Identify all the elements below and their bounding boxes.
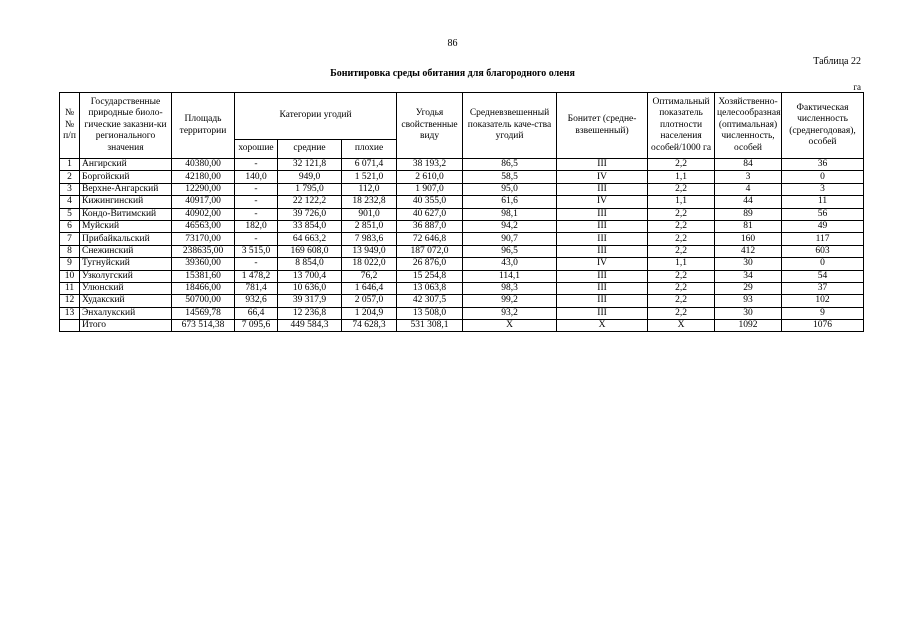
cell-density: 1,1 <box>648 196 715 208</box>
table-row <box>60 171 864 183</box>
header-actual: Фактическая численность (среднегодовая), особей <box>782 93 864 159</box>
cell-medium: 1 795,0 <box>278 183 342 195</box>
cell-name: Улюнский <box>80 282 172 294</box>
header-weighted: Средневзвешенный показатель каче-ства угодий <box>463 93 557 159</box>
cell-own: 40 355,0 <box>397 196 463 208</box>
cell-actual: 9 <box>782 307 864 319</box>
cell-medium: 22 122,2 <box>278 196 342 208</box>
cell-bonitet: III <box>557 208 648 220</box>
cell-weighted: X <box>463 320 557 332</box>
cell-actual: 0 <box>782 171 864 183</box>
cell-economic: 30 <box>715 258 782 270</box>
cell-medium: 10 636,0 <box>278 282 342 294</box>
cell-num: 5 <box>60 208 80 220</box>
cell-density: 2,2 <box>648 282 715 294</box>
table-row <box>60 196 864 208</box>
cell-economic: 160 <box>715 233 782 245</box>
cell-bad: 7 983,6 <box>342 233 397 245</box>
cell-num: 4 <box>60 196 80 208</box>
cell-weighted: 99,2 <box>463 295 557 307</box>
cell-weighted: 114,1 <box>463 270 557 282</box>
cell-own: 187 072,0 <box>397 245 463 257</box>
cell-weighted: 95,0 <box>463 183 557 195</box>
cell-medium: 32 121,8 <box>278 159 342 171</box>
cell-good: - <box>235 233 278 245</box>
cell-medium: 13 700,4 <box>278 270 342 282</box>
header-economic: Хозяйственно-целесообразная (оптимальная) численность, особей <box>715 93 782 159</box>
header-reserve: Государственные природные биоло-гические заказни-ки регионального значения <box>80 93 172 159</box>
cell-economic: 30 <box>715 307 782 319</box>
cell-medium: 64 663,2 <box>278 233 342 245</box>
cell-medium: 33 854,0 <box>278 220 342 232</box>
cell-economic: 93 <box>715 295 782 307</box>
cell-bonitet: IV <box>557 171 648 183</box>
cell-num: 12 <box>60 295 80 307</box>
cell-economic: 89 <box>715 208 782 220</box>
cell-area: 40380,00 <box>172 159 235 171</box>
cell-medium: 12 236,8 <box>278 307 342 319</box>
cell-weighted: 96,5 <box>463 245 557 257</box>
cell-medium: 949,0 <box>278 171 342 183</box>
cell-area: 39360,00 <box>172 258 235 270</box>
cell-bad: 2 851,0 <box>342 220 397 232</box>
cell-bonitet: III <box>557 282 648 294</box>
cell-economic: 3 <box>715 171 782 183</box>
cell-area: 673 514,38 <box>172 320 235 332</box>
cell-bonitet: III <box>557 183 648 195</box>
cell-weighted: 93,2 <box>463 307 557 319</box>
cell-medium: 8 854,0 <box>278 258 342 270</box>
cell-area: 238635,00 <box>172 245 235 257</box>
cell-bonitet: III <box>557 220 648 232</box>
cell-num: 1 <box>60 159 80 171</box>
cell-weighted: 98,1 <box>463 208 557 220</box>
cell-weighted: 86,5 <box>463 159 557 171</box>
cell-bad: 901,0 <box>342 208 397 220</box>
cell-weighted: 90,7 <box>463 233 557 245</box>
cell-name: Прибайкальский <box>80 233 172 245</box>
cell-density: 2,2 <box>648 159 715 171</box>
table-row <box>60 159 864 171</box>
cell-economic: 29 <box>715 282 782 294</box>
table-row <box>60 220 864 232</box>
cell-bad: 13 949,0 <box>342 245 397 257</box>
cell-good: 3 515,0 <box>235 245 278 257</box>
cell-density: 2,2 <box>648 183 715 195</box>
cell-num <box>60 320 80 332</box>
cell-area: 42180,00 <box>172 171 235 183</box>
cell-name: Снежинский <box>80 245 172 257</box>
table-row <box>60 282 864 294</box>
cell-area: 73170,00 <box>172 233 235 245</box>
cell-actual: 0 <box>782 258 864 270</box>
header-num: №№ п/п <box>60 93 80 159</box>
cell-medium: 449 584,3 <box>278 320 342 332</box>
cell-bonitet: III <box>557 307 648 319</box>
cell-name: Боргойский <box>80 171 172 183</box>
cell-good: - <box>235 196 278 208</box>
cell-density: 2,2 <box>648 245 715 257</box>
cell-density: 2,2 <box>648 233 715 245</box>
cell-density: 2,2 <box>648 208 715 220</box>
cell-economic: 84 <box>715 159 782 171</box>
cell-bad: 18 022,0 <box>342 258 397 270</box>
cell-economic: 34 <box>715 270 782 282</box>
cell-area: 18466,00 <box>172 282 235 294</box>
cell-bad: 112,0 <box>342 183 397 195</box>
cell-density: 2,2 <box>648 270 715 282</box>
cell-good: 140,0 <box>235 171 278 183</box>
cell-density: 1,1 <box>648 171 715 183</box>
cell-economic: 44 <box>715 196 782 208</box>
cell-weighted: 43,0 <box>463 258 557 270</box>
cell-area: 14569,78 <box>172 307 235 319</box>
cell-name: Кижингинский <box>80 196 172 208</box>
cell-good: 781,4 <box>235 282 278 294</box>
cell-own: 36 887,0 <box>397 220 463 232</box>
table-row <box>60 233 864 245</box>
cell-weighted: 61,6 <box>463 196 557 208</box>
cell-actual: 603 <box>782 245 864 257</box>
cell-economic: 81 <box>715 220 782 232</box>
cell-num: 9 <box>60 258 80 270</box>
cell-economic: 412 <box>715 245 782 257</box>
cell-bonitet: III <box>557 159 648 171</box>
cell-name: Муйский <box>80 220 172 232</box>
total-row <box>60 320 864 332</box>
table-row <box>60 307 864 319</box>
table-row <box>60 208 864 220</box>
cell-actual: 3 <box>782 183 864 195</box>
page-number: 86 <box>447 38 458 49</box>
cell-area: 15381,60 <box>172 270 235 282</box>
cell-num: 11 <box>60 282 80 294</box>
header-categories: Категории угодий <box>235 93 397 140</box>
cell-num: 6 <box>60 220 80 232</box>
cell-name: Энхалукский <box>80 307 172 319</box>
cell-name: Итого <box>80 320 172 332</box>
cell-name: Кондо-Витимский <box>80 208 172 220</box>
cell-bonitet: III <box>557 295 648 307</box>
cell-own: 2 610,0 <box>397 171 463 183</box>
table-row <box>60 183 864 195</box>
cell-good: 1 478,2 <box>235 270 278 282</box>
cell-name: Узколугский <box>80 270 172 282</box>
cell-bonitet: IV <box>557 258 648 270</box>
cell-name: Тугнуйский <box>80 258 172 270</box>
table-label: Таблица 22 <box>813 56 861 67</box>
cell-bonitet: X <box>557 320 648 332</box>
table-title: Бонитировка среды обитания для благородного оленя <box>330 68 575 79</box>
habitat-table <box>59 92 864 332</box>
cell-num: 3 <box>60 183 80 195</box>
cell-actual: 54 <box>782 270 864 282</box>
cell-actual: 36 <box>782 159 864 171</box>
table-row <box>60 245 864 257</box>
cell-bad: 6 071,4 <box>342 159 397 171</box>
cell-actual: 1076 <box>782 320 864 332</box>
cell-name: Ангирский <box>80 159 172 171</box>
cell-good: 182,0 <box>235 220 278 232</box>
header-good: хорошие <box>235 140 278 159</box>
cell-bonitet: III <box>557 245 648 257</box>
cell-bad: 74 628,3 <box>342 320 397 332</box>
cell-own: 26 876,0 <box>397 258 463 270</box>
cell-area: 46563,00 <box>172 220 235 232</box>
cell-actual: 56 <box>782 208 864 220</box>
cell-actual: 49 <box>782 220 864 232</box>
cell-density: 2,2 <box>648 295 715 307</box>
cell-own: 13 508,0 <box>397 307 463 319</box>
cell-own: 42 307,5 <box>397 295 463 307</box>
cell-bonitet: III <box>557 233 648 245</box>
header-medium: средние <box>278 140 342 159</box>
cell-own: 13 063,8 <box>397 282 463 294</box>
cell-good: 7 095,6 <box>235 320 278 332</box>
cell-density: 1,1 <box>648 258 715 270</box>
cell-bad: 1 646,4 <box>342 282 397 294</box>
cell-num: 13 <box>60 307 80 319</box>
cell-area: 12290,00 <box>172 183 235 195</box>
cell-num: 8 <box>60 245 80 257</box>
cell-own: 40 627,0 <box>397 208 463 220</box>
table-row <box>60 295 864 307</box>
cell-bonitet: IV <box>557 196 648 208</box>
header-bad: плохие <box>342 140 397 159</box>
header-bonitet: Бонитет (средне-взвешенный) <box>557 93 648 159</box>
cell-good: - <box>235 208 278 220</box>
cell-bad: 1 521,0 <box>342 171 397 183</box>
cell-own: 15 254,8 <box>397 270 463 282</box>
header-own: Угодья свойственные виду <box>397 93 463 159</box>
cell-own: 1 907,0 <box>397 183 463 195</box>
cell-medium: 169 608,0 <box>278 245 342 257</box>
table-body <box>60 159 864 332</box>
cell-density: X <box>648 320 715 332</box>
header-area: Площадь территории <box>172 93 235 159</box>
table-row <box>60 258 864 270</box>
cell-weighted: 98,3 <box>463 282 557 294</box>
cell-actual: 11 <box>782 196 864 208</box>
cell-bad: 1 204,9 <box>342 307 397 319</box>
cell-medium: 39 726,0 <box>278 208 342 220</box>
cell-good: - <box>235 159 278 171</box>
cell-bad: 18 232,8 <box>342 196 397 208</box>
cell-area: 40917,00 <box>172 196 235 208</box>
cell-num: 2 <box>60 171 80 183</box>
cell-bonitet: III <box>557 270 648 282</box>
cell-good: 66,4 <box>235 307 278 319</box>
cell-name: Худакский <box>80 295 172 307</box>
cell-bad: 76,2 <box>342 270 397 282</box>
cell-good: - <box>235 258 278 270</box>
cell-own: 72 646,8 <box>397 233 463 245</box>
cell-medium: 39 317,9 <box>278 295 342 307</box>
cell-bad: 2 057,0 <box>342 295 397 307</box>
header-optimal-density: Оптимальный показатель плотности населения особей/1000 га <box>648 93 715 159</box>
cell-weighted: 58,5 <box>463 171 557 183</box>
cell-area: 40902,00 <box>172 208 235 220</box>
cell-area: 50700,00 <box>172 295 235 307</box>
cell-density: 2,2 <box>648 220 715 232</box>
cell-actual: 37 <box>782 282 864 294</box>
cell-num: 10 <box>60 270 80 282</box>
cell-good: - <box>235 183 278 195</box>
table-row <box>60 270 864 282</box>
cell-weighted: 94,2 <box>463 220 557 232</box>
cell-actual: 102 <box>782 295 864 307</box>
cell-density: 2,2 <box>648 307 715 319</box>
cell-actual: 117 <box>782 233 864 245</box>
cell-economic: 4 <box>715 183 782 195</box>
cell-name: Верхне-Ангарский <box>80 183 172 195</box>
cell-economic: 1092 <box>715 320 782 332</box>
cell-num: 7 <box>60 233 80 245</box>
cell-own: 38 193,2 <box>397 159 463 171</box>
cell-good: 932,6 <box>235 295 278 307</box>
cell-own: 531 308,1 <box>397 320 463 332</box>
unit-label: га <box>853 82 861 92</box>
